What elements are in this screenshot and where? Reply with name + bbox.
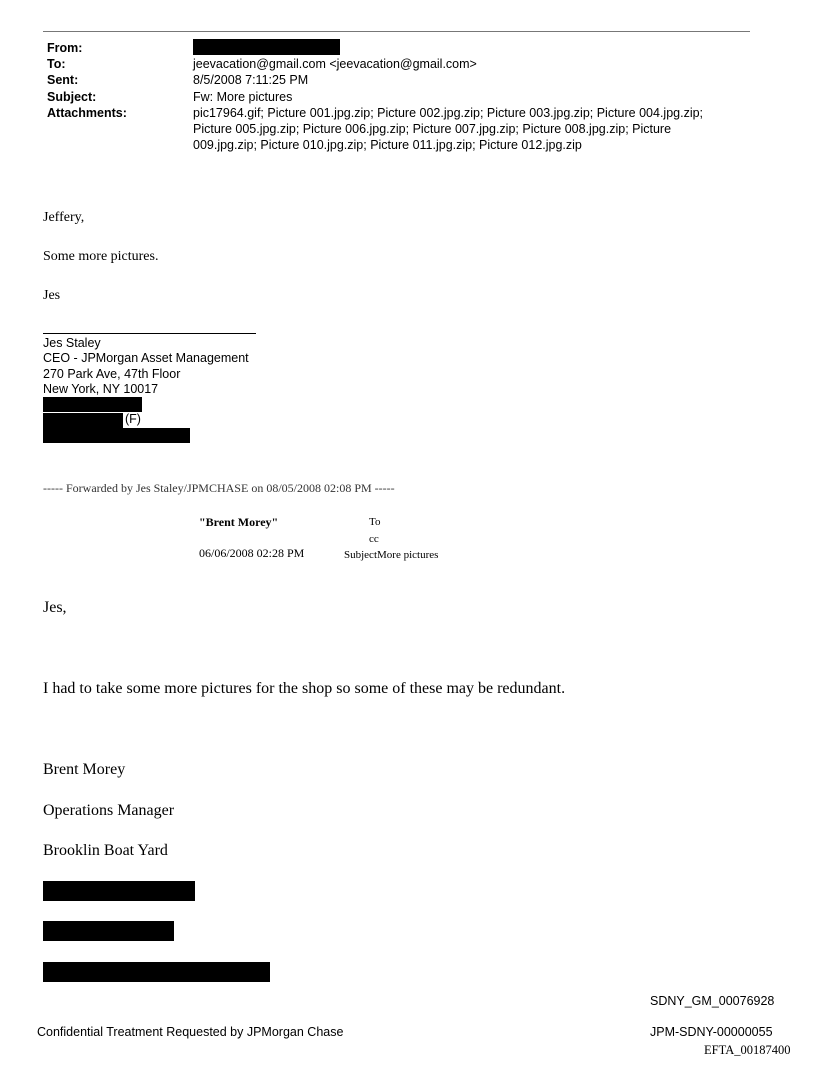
attachments-value: pic17964.gif; Picture 001.jpg.zip; Picture 002.jpg.zip; Picture 003.jpg.zip; Picture 004.jpg.zip; Picture 005.jpg.zip; Picture 006.jpg.zip; Picture 007.jpg.zip; Picture 008.jpg.zip; Picture 009.jpg.zip; Picture 010.jpg.zip; Picture 011.jpg.zip; Picture 012.jpg.zip [193, 106, 704, 152]
forwarded-sender-title: Operations Manager [43, 802, 175, 819]
bates-jpm: JPM-SDNY-00000055 [650, 1025, 773, 1039]
signature-title: CEO - JPMorgan Asset Management [43, 351, 249, 365]
bates-efta: EFTA_00187400 [704, 1043, 791, 1057]
signature-address2: New York, NY 10017 [43, 382, 159, 396]
from-redaction [193, 39, 340, 55]
confidential-notice: Confidential Treatment Requested by JPMorgan Chase [37, 1025, 344, 1039]
subject-value: Fw: More pictures [193, 90, 293, 104]
forwarded-text: I had to take some more pictures for the shop so some of these may be redundant. [43, 680, 566, 697]
forwarded-date: 06/06/2008 02:28 PM [199, 546, 305, 560]
email-redaction [43, 428, 190, 443]
fax-marker: (F) [125, 412, 141, 426]
signature-address1: 270 Park Ave, 47th Floor [43, 367, 181, 381]
forwarded-line: ----- Forwarded by Jes Staley/JPMCHASE on 08/05/2008 02:08 PM ----- [43, 481, 395, 495]
contact-redaction-3 [43, 962, 270, 982]
signature-name: Jes Staley [43, 336, 101, 350]
fax-redaction [43, 413, 123, 428]
to-value: jeevacation@gmail.com <jeevacation@gmail.com> [193, 57, 477, 71]
greeting: Jeffery, [43, 210, 85, 225]
forwarded-greeting: Jes, [43, 599, 67, 616]
to-label: To: [47, 57, 66, 71]
forwarded-cc-label: cc [369, 533, 379, 545]
phone-redaction [43, 397, 142, 412]
subject-label: Subject: [47, 90, 97, 104]
forwarded-subject-value: More pictures [377, 549, 439, 561]
forwarded-sender-company: Brooklin Boat Yard [43, 842, 168, 859]
attachments-label: Attachments: [47, 106, 127, 120]
signature-rule [43, 333, 256, 334]
forwarded-sender-name: Brent Morey [43, 761, 126, 778]
contact-redaction-2 [43, 921, 174, 941]
forwarded-subject [344, 549, 438, 561]
bates-sdny: SDNY_GM_00076928 [650, 994, 775, 1008]
from-label: From: [47, 41, 83, 55]
body-text: Some more pictures. [43, 249, 159, 264]
sent-label: Sent: [47, 73, 79, 87]
sent-value: 8/5/2008 7:11:25 PM [193, 73, 309, 87]
top-rule [43, 31, 750, 32]
contact-redaction-1 [43, 881, 195, 901]
signoff: Jes [43, 288, 61, 303]
forwarded-to-label: To [369, 516, 381, 528]
forwarded-subject-label: Subject [344, 549, 377, 561]
forwarded-sender: "Brent Morey" [199, 515, 279, 529]
